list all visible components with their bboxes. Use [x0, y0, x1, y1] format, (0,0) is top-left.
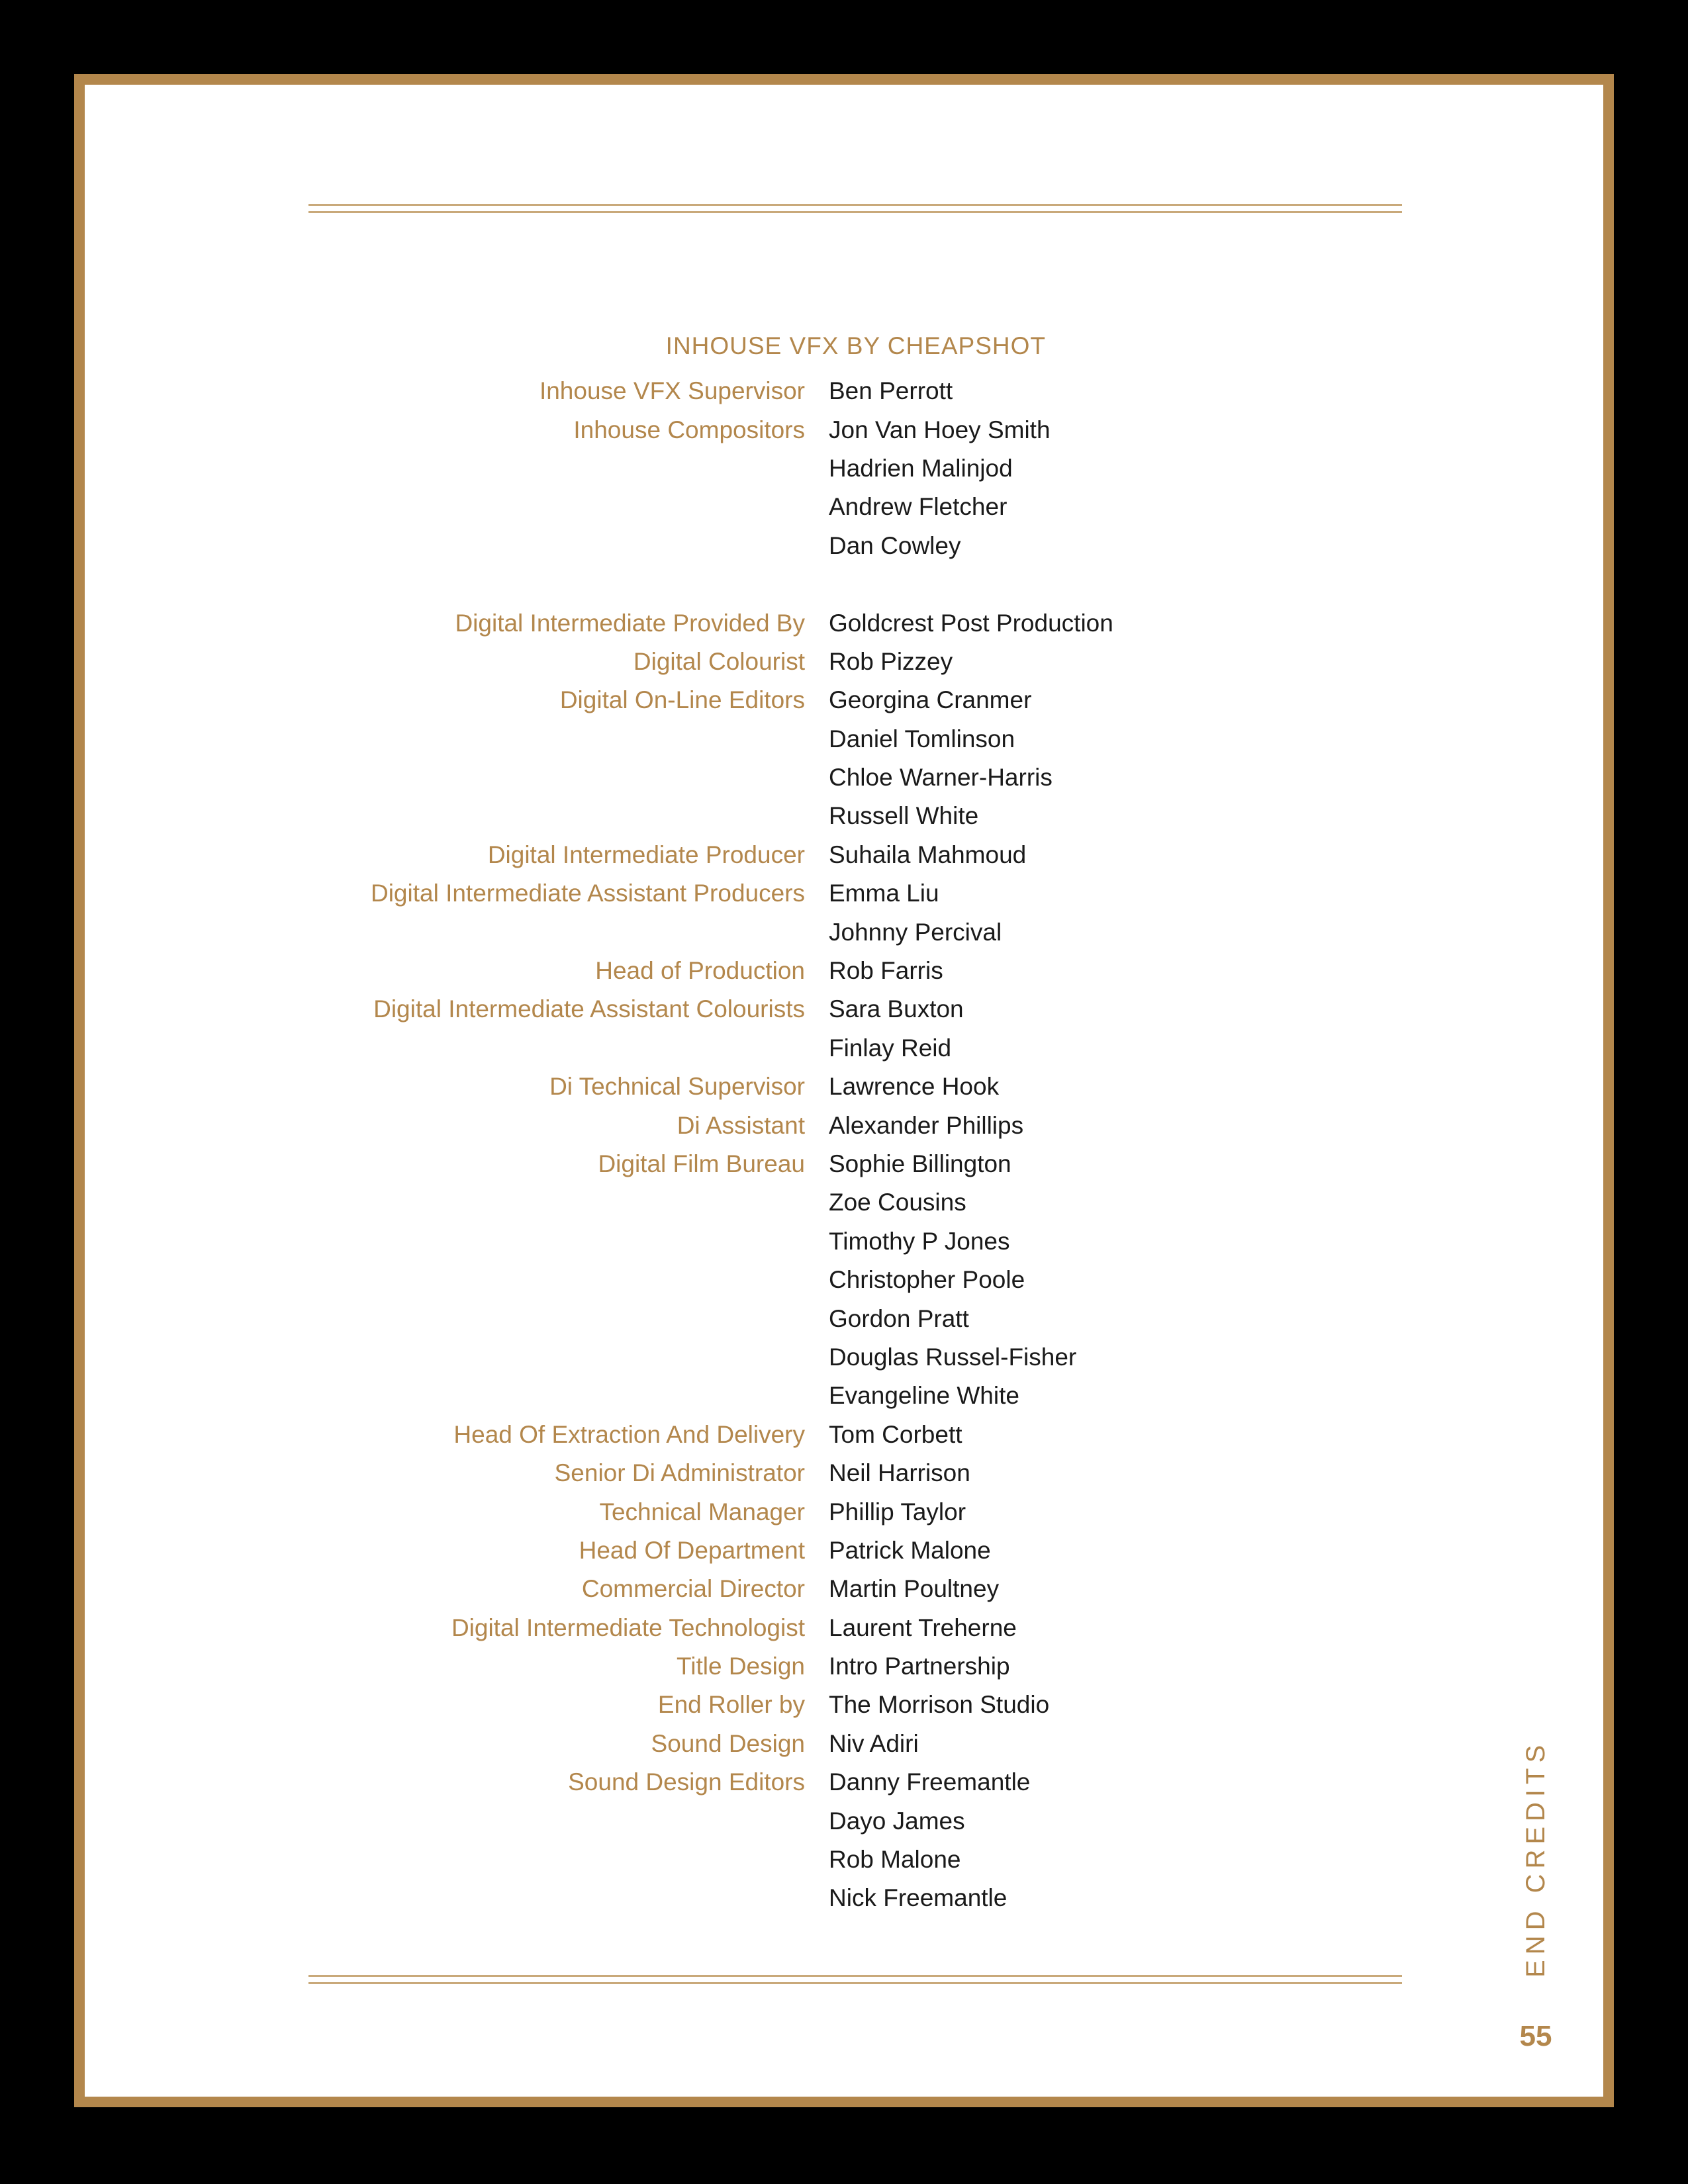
credit-row: [85, 681, 1624, 719]
credit-role: Digital Intermediate Technologist: [451, 1614, 805, 1641]
section-heading: INHOUSE VFX BY CHEAPSHOT: [665, 332, 1046, 359]
credit-row: [85, 952, 1624, 990]
credit-name: Johnny Percival: [829, 918, 1002, 946]
credit-role: Head Of Extraction And Delivery: [453, 1420, 805, 1448]
credit-row: [85, 410, 1624, 449]
credit-name: Emma Liu: [829, 880, 939, 907]
credit-role: Digital On-Line Editors: [559, 686, 805, 714]
credit-name: Sophie Billington: [829, 1150, 1011, 1177]
credit-role: End Roller by: [657, 1691, 805, 1719]
credit-row: [85, 1377, 1624, 1415]
credit-row: [85, 1261, 1624, 1299]
credit-name: Gordon Pratt: [829, 1304, 969, 1332]
credit-role: Senior Di Administrator: [554, 1459, 805, 1487]
credit-role: Title Design: [677, 1653, 805, 1680]
credit-role: Digital Colourist: [633, 647, 805, 675]
credit-row: [85, 1068, 1624, 1106]
credit-name: The Morrison Studio: [829, 1691, 1050, 1719]
credit-row: [85, 1725, 1624, 1763]
credit-row: [85, 1338, 1624, 1377]
side-label: END CREDITS: [1521, 1739, 1550, 1978]
credit-row: [85, 913, 1624, 951]
credit-name: Daniel Tomlinson: [829, 725, 1015, 752]
credit-row: [85, 1879, 1624, 1917]
credit-row: [85, 1531, 1624, 1570]
credit-row: [85, 449, 1624, 488]
credit-role: Digital Intermediate Assistant Colourists: [373, 995, 805, 1023]
credit-row: [85, 1145, 1624, 1183]
credit-role: Digital Intermediate Producer: [487, 841, 805, 868]
credit-role: Inhouse Compositors: [573, 416, 805, 443]
credit-row: [85, 874, 1624, 913]
credit-role: Digital Intermediate Provided By: [455, 609, 805, 637]
credits-page: [74, 74, 1614, 2107]
credit-row: [85, 488, 1624, 526]
credit-name: Danny Freemantle: [829, 1768, 1031, 1796]
bottom-double-rule: [308, 1975, 1402, 1984]
credit-row: [85, 836, 1624, 874]
credit-row: [85, 1763, 1624, 1801]
credit-name: Douglas Russel-Fisher: [829, 1343, 1077, 1371]
credit-role: Head Of Department: [579, 1536, 805, 1564]
credit-name: Patrick Malone: [829, 1536, 991, 1564]
credit-role: Digital Film Bureau: [598, 1150, 805, 1177]
credit-name: Intro Partnership: [829, 1653, 1010, 1680]
credit-name: Laurent Treherne: [829, 1614, 1017, 1641]
credit-row: [85, 1686, 1624, 1724]
credit-name: Phillip Taylor: [829, 1498, 966, 1525]
credit-role: Digital Intermediate Assistant Producers: [370, 880, 805, 907]
credit-name: Timothy P Jones: [829, 1227, 1010, 1255]
credit-name: Neil Harrison: [829, 1459, 970, 1487]
credit-name: Evangeline White: [829, 1382, 1019, 1410]
credit-name: Christopher Poole: [829, 1266, 1025, 1294]
credit-name: Georgina Cranmer: [829, 686, 1032, 714]
credit-row: [85, 1416, 1624, 1454]
credit-role: Commercial Director: [581, 1575, 805, 1603]
credit-name: Rob Malone: [829, 1846, 961, 1874]
credit-name: Lawrence Hook: [829, 1073, 1000, 1101]
credit-name: Jon Van Hoey Smith: [829, 416, 1051, 443]
credit-name: Ben Perrott: [829, 377, 953, 405]
credit-role: Sound Design Editors: [568, 1768, 805, 1796]
credit-name: Martin Poultney: [829, 1575, 1000, 1603]
credit-row: [85, 1647, 1624, 1686]
credit-name: Rob Farris: [829, 957, 943, 985]
credit-name: Dan Cowley: [829, 531, 961, 559]
credit-role: Inhouse VFX Supervisor: [539, 377, 805, 405]
credit-name: Andrew Fletcher: [829, 493, 1008, 521]
credit-row: [85, 372, 1624, 410]
credit-row: [85, 1106, 1624, 1144]
page-number: 55: [1519, 2020, 1552, 2052]
credit-name: Dayo James: [829, 1807, 965, 1835]
credit-name: Tom Corbett: [829, 1420, 962, 1448]
credit-name: Chloe Warner-Harris: [829, 764, 1053, 792]
credit-row: [85, 527, 1624, 565]
credit-name: Niv Adiri: [829, 1729, 919, 1757]
credit-row: [85, 1299, 1624, 1338]
credit-name: Sara Buxton: [829, 995, 964, 1023]
credit-role: Sound Design: [651, 1729, 805, 1757]
credit-row: [85, 1029, 1624, 1068]
credit-row: [85, 1454, 1624, 1492]
credit-row: [85, 758, 1624, 797]
credit-role: Di Assistant: [677, 1111, 805, 1139]
credit-role: Technical Manager: [599, 1498, 805, 1525]
credit-row: [85, 1570, 1624, 1608]
credit-row: [85, 643, 1624, 681]
credit-row: [85, 604, 1624, 642]
credit-row: [85, 990, 1624, 1028]
credit-row: [85, 565, 1624, 604]
credit-name: Nick Freemantle: [829, 1884, 1008, 1912]
credit-name: Zoe Cousins: [829, 1189, 966, 1216]
credit-row: [85, 1609, 1624, 1647]
credit-role: Di Technical Supervisor: [549, 1073, 805, 1101]
credit-name: Russell White: [829, 802, 979, 830]
credit-row: [85, 1222, 1624, 1261]
credit-role: Head of Production: [595, 957, 805, 985]
credit-name: Hadrien Malinjod: [829, 454, 1013, 482]
credit-name: Alexander Phillips: [829, 1111, 1024, 1139]
top-double-rule: [308, 204, 1402, 213]
credit-row: [85, 1801, 1624, 1840]
credits-list: [85, 372, 1624, 1918]
credit-row: [85, 1492, 1624, 1531]
credit-row: [85, 1183, 1624, 1222]
credit-row: [85, 720, 1624, 758]
credit-name: Suhaila Mahmoud: [829, 841, 1027, 868]
credit-name: Rob Pizzey: [829, 647, 953, 675]
credit-name: Goldcrest Post Production: [829, 609, 1113, 637]
credit-row: [85, 797, 1624, 835]
credit-row: [85, 1841, 1624, 1879]
credit-name: Finlay Reid: [829, 1034, 952, 1062]
